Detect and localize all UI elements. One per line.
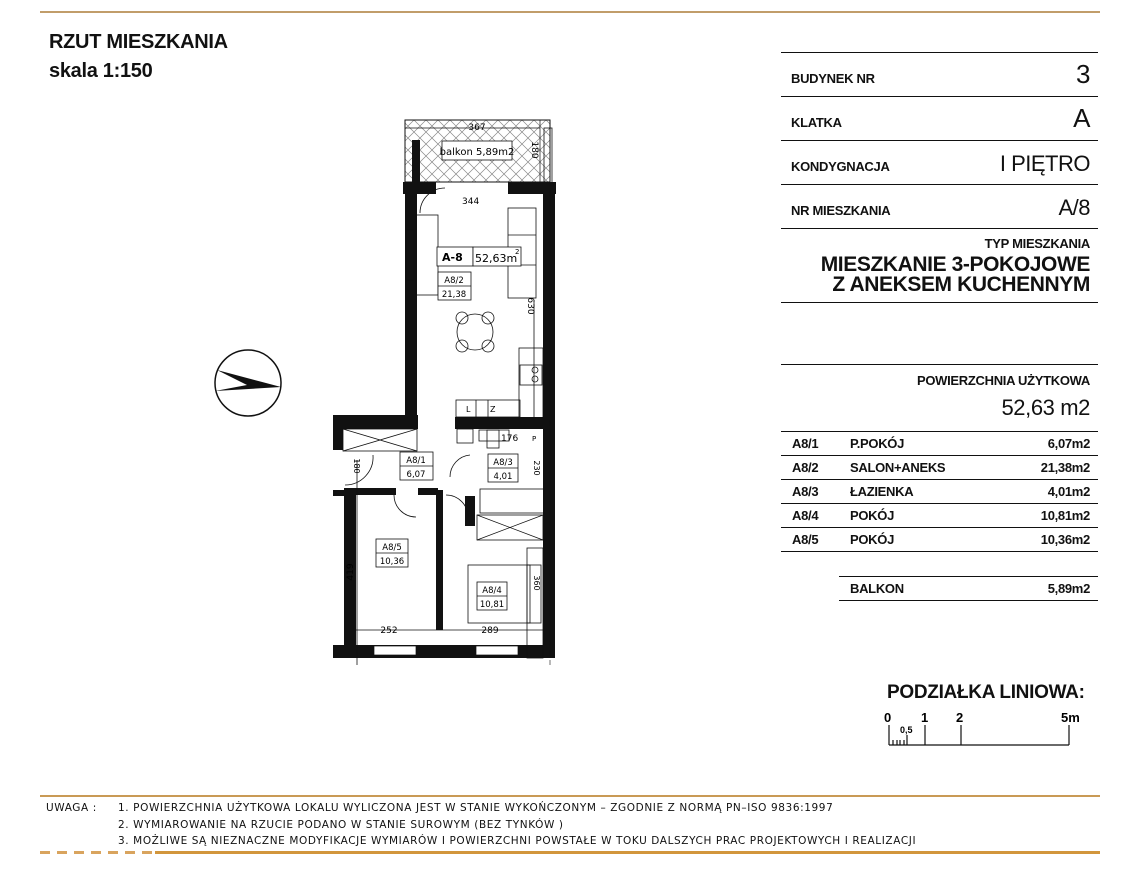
notes-rule-dashed xyxy=(40,851,155,854)
svg-text:A8/3: A8/3 xyxy=(493,458,513,468)
notes-rule-bottom xyxy=(155,851,1100,854)
building-number: 3 xyxy=(1076,59,1090,89)
room-row: A8/2 SALON+ANEKS 21,38m2 xyxy=(781,456,1098,480)
floor-plan xyxy=(195,105,575,675)
note-item: 1. POWIERZCHNIA UŻYTKOWA LOKALU WYLICZONA JEST W STANIE WYKOŃCZONYM – ZGODNIE Z NORMĄ PN–ISO 9836:1997 xyxy=(118,802,834,814)
floor-value: I PIĘTRO xyxy=(999,151,1090,176)
svg-text:2: 2 xyxy=(956,710,964,725)
scale-bar xyxy=(880,705,1080,750)
svg-text:6,07: 6,07 xyxy=(406,470,426,480)
svg-text:A8/1: A8/1 xyxy=(406,456,426,466)
apartment-tag xyxy=(437,247,521,266)
svg-text:0: 0 xyxy=(884,710,892,725)
svg-text:2: 2 xyxy=(515,248,520,256)
apartment-row: NR MIESZKANIA A/8 xyxy=(781,184,1098,228)
top-rule xyxy=(40,11,1100,13)
scale-label: skala 1:150 xyxy=(49,60,153,82)
dim-room5-length: 419 xyxy=(346,563,356,581)
dim-bath-side: 230 xyxy=(532,460,541,476)
svg-text:5m: 5m xyxy=(1061,710,1080,725)
svg-text:21,38: 21,38 xyxy=(441,290,467,300)
bath-mark: P xyxy=(532,435,537,443)
dim-bath-width: 176 xyxy=(501,434,519,444)
spacer xyxy=(781,302,1098,364)
room-row: A8/4 POKÓJ 10,81m2 xyxy=(781,504,1098,528)
room-tag-a8-3 xyxy=(488,454,518,482)
room-row: A8/5 POKÓJ 10,36m2 xyxy=(781,528,1098,552)
apartment-type: TYP MIESZKANIA MIESZKANIE 3-POKOJOWE Z ANEKSEM KUCHENNYM xyxy=(781,228,1098,302)
svg-text:10,81: 10,81 xyxy=(479,600,505,610)
dim-balcony-depth: 180 xyxy=(529,141,539,159)
staircase-value: A xyxy=(1073,103,1090,133)
usable-area: POWIERZCHNIA UŻYTKOWA 52,63 m2 xyxy=(781,364,1098,431)
room-tag-a8-1 xyxy=(400,452,433,480)
dim-wardrobe: 360 xyxy=(532,575,541,591)
dim-living-width: 344 xyxy=(462,197,480,207)
notes-rule-top xyxy=(40,795,1100,797)
building-row: BUDYNEK NR 3 xyxy=(781,52,1098,96)
dim-room5-width: 252 xyxy=(380,626,398,636)
svg-text:A8/4: A8/4 xyxy=(482,586,502,596)
svg-text:52,63m: 52,63m xyxy=(475,252,518,265)
scale-bar-title: PODZIAŁKA LINIOWA: xyxy=(887,682,1085,703)
room-tag-a8-2 xyxy=(438,272,471,300)
room-tag-a8-4 xyxy=(477,582,507,610)
room-row: A8/1 P.POKÓJ 6,07m2 xyxy=(781,432,1098,456)
balcony xyxy=(405,120,552,183)
svg-text:1: 1 xyxy=(921,710,929,725)
info-panel xyxy=(781,52,1098,601)
balcony-label: balkon 5,89m2 xyxy=(439,147,515,158)
page-title: RZUT MIESZKANIA xyxy=(49,31,228,53)
dim-living-length: 630 xyxy=(525,297,535,315)
note-item: 3. MOŻLIWE SĄ NIEZNACZNE MODYFIKACJE WYMIARÓW I POWIERZCHNI POWSTAŁE W TOKU DALSZYCH PRAC PROJEKTOWYCH I REALIZACJI xyxy=(118,835,917,847)
fridge-mark: L xyxy=(466,405,471,414)
room-tag-a8-5 xyxy=(376,539,408,567)
svg-text:0,5: 0,5 xyxy=(900,725,913,735)
svg-text:A-8: A-8 xyxy=(442,251,463,264)
usable-area-value: 52,63 m2 xyxy=(1001,395,1090,420)
balcony-row: BALKON 5,89m2 xyxy=(839,576,1098,601)
svg-text:10,36: 10,36 xyxy=(379,557,405,567)
dim-hall-door: 180 xyxy=(352,458,361,474)
svg-text:A8/2: A8/2 xyxy=(444,276,464,286)
dishwasher-mark: Z xyxy=(490,405,496,414)
dim-balcony-width: 367 xyxy=(468,123,486,133)
staircase-row: KLATKA A xyxy=(781,96,1098,140)
apartment-number: A/8 xyxy=(1058,195,1090,220)
svg-text:4,01: 4,01 xyxy=(493,472,513,482)
floor-row: KONDYGNACJA I PIĘTRO xyxy=(781,140,1098,184)
svg-text:A8/5: A8/5 xyxy=(382,543,402,553)
note-item: 2. WYMIAROWANIE NA RZUCIE PODANO W STANIE SUROWYM (BEZ TYNKÓW ) xyxy=(118,818,564,831)
living-furniture xyxy=(406,188,543,420)
room-row: A8/3 ŁAZIENKA 4,01m2 xyxy=(781,480,1098,504)
dim-room4-width: 289 xyxy=(481,626,499,636)
notes-label: UWAGA : xyxy=(46,802,97,814)
rooms-table xyxy=(781,431,1098,552)
